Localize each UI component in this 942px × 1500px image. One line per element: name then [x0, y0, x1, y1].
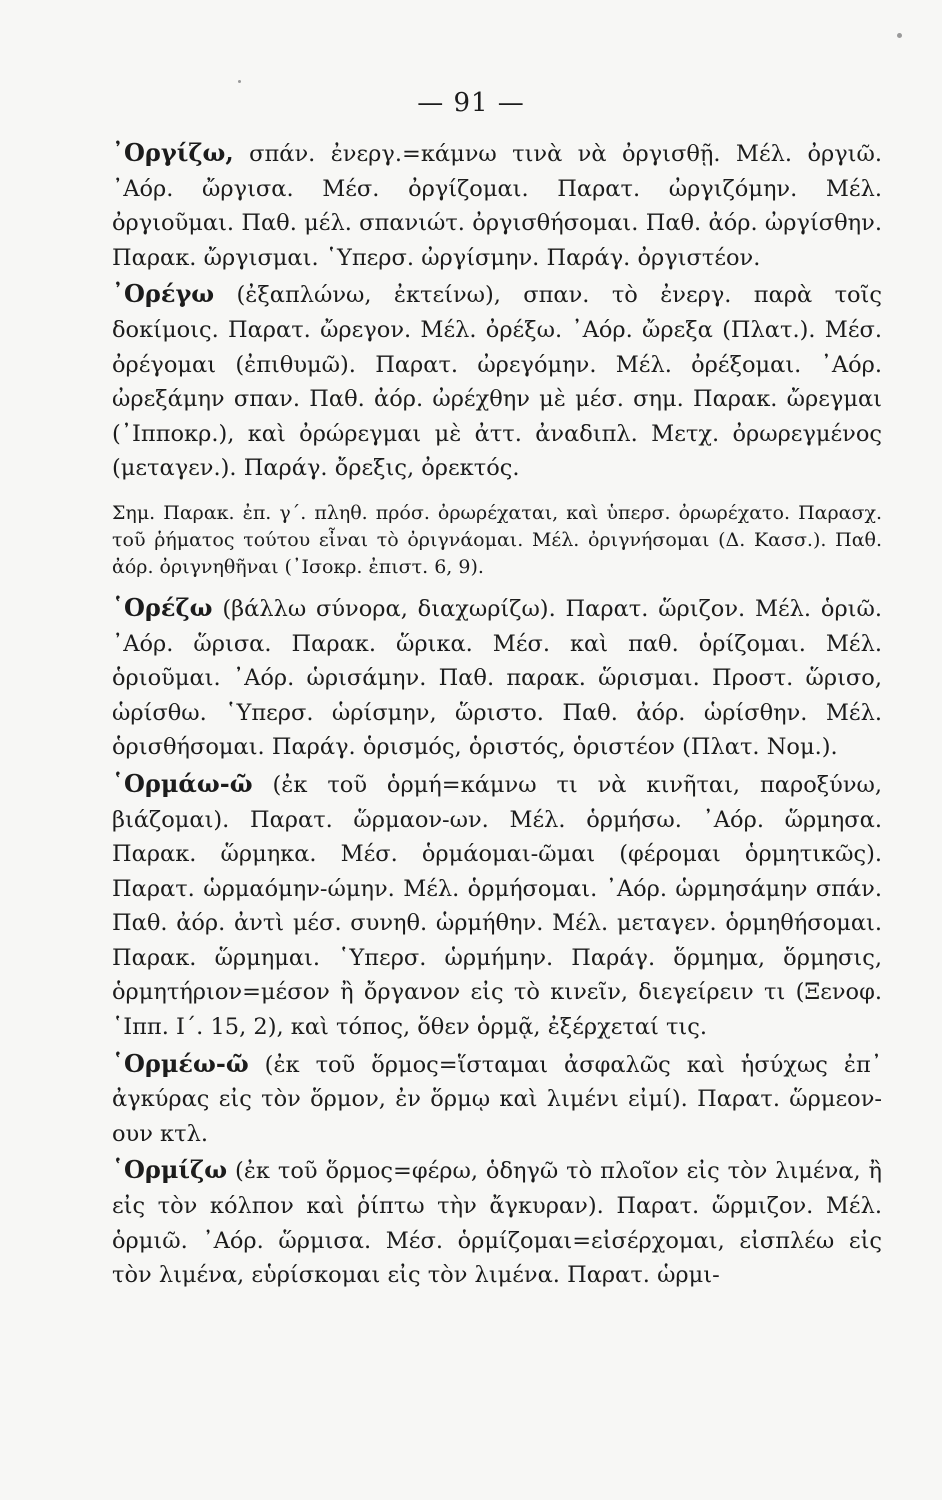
entry-text: (ἐκ τοῦ ὁρμή=κάμνω τι νὰ κινῆται, παροξύνω, βιάζομαι). Παρατ. ὥρμαον-ων. Μέλ. ὁρμήσω. ᾿Αόρ. ὥρμησα. Παρακ. ὥρμηκα. Μέσ. ὁρμάομαι-ῶμαι (φέρομαι ὁρμητικῶς). Παρατ. ὡρμαόμην-ώμην. Μέλ. ὁρμήσομαι. ᾿Αόρ. ὡρμησάμην σπάν. Παθ. ἀόρ. ἀντὶ μέσ. συνηθ. ὡρμήθην. Μέλ. μεταγεν. ὁρμηθήσομαι. Παρακ. ὥρμημαι. ῾Υπερσ. ὡρμήμην. Παράγ. ὅρμημα, ὅρμησις, ὁρμητήριον=μέσον ἢ ὄργανον εἰς τὸ κινεῖν, διεγείρειν τι (Ξενοφ. ῾Ιππ. Ι΄. 15, 2), καὶ τόπος, ὅθεν ὁρμᾷ, ἐξέρχεταί τις. — [112, 771, 882, 1041]
dictionary-text — [112, 136, 882, 1293]
headword: ᾿Ορέγω — [112, 279, 215, 309]
note-paragraph: Σημ. Παρακ. ἐπ. γ΄. πληθ. πρόσ. ὀρωρέχαται, καὶ ὑπερσ. ὀρωρέχατο. Παρασχ. τοῦ ῥήματος τούτου εἶναι τὸ ὀριγνάομαι. Μέλ. ὀριγνήσομαι (Δ. Κασσ.). Παθ. ἀόρ. ὀριγνηθῆναι (᾿Ισοκρ. ἐπιστ. 6, 9). — [112, 501, 882, 578]
entry-text: (ἐξαπλώνω, ἐκτείνω), σπαν. τὸ ἐνεργ. παρὰ τοῖς δοκίμοις. Παρατ. ὤρεγον. Μέλ. ὀρέξω. ᾿Αόρ. ὤρεξα (Πλατ.). Μέσ. ὀρέγομαι (ἐπιθυμῶ). Παρατ. ὠρεγόμην. Μέλ. ὀρέξομαι. ᾿Αόρ. ὠρεξάμην σπαν. Παθ. ἀόρ. ὠρέχθην μὲ μέσ. σημ. Παρακ. ὤρεγμαι (᾿Ιπποκρ.), καὶ ὀρώρεγμαι μὲ ἀττ. ἀναδιπλ. Μετχ. ὀρωρεγμένος (μεταγεν.). Παράγ. ὄρεξις, ὀρεκτός. — [112, 282, 882, 482]
entry-text: (βάλλω σύνορα, διαχωρίζω). Παρατ. ὥριζον. Μέλ. ὁριῶ. ᾿Αόρ. ὥρισα. Παρακ. ὥρικα. Μέσ. καὶ παθ. ὁρίζομαι. Μέλ. ὁριοῦμαι. ᾿Αόρ. ὡρισάμην. Παθ. παρακ. ὥρισμαι. Προστ. ὥρισο, ὡρίσθω. ῾Υπερσ. ὡρίσμην, ὥριστο. Παθ. ἀόρ. ὡρίσθην. Μέλ. ὁρισθήσομαι. Παράγ. ὁρισμός, ὁριστός, ὁριστέον (Πλατ. Νομ.). — [112, 595, 882, 761]
dictionary-entry — [112, 767, 882, 1045]
page-number: — 91 — — [417, 88, 525, 118]
headword: ῾Ορέζω — [112, 592, 213, 622]
dictionary-entry — [112, 277, 882, 486]
entry-text: (ἐκ τοῦ ὅρμος=φέρω, ὁδηγῶ τὸ πλοῖον εἰς τὸν λιμένα, ἢ εἰς τὸν κόλπον καὶ ῥίπτω τὴν ἄγκυραν). Παρατ. ὥρμιζον. Μέλ. ὁρμιῶ. ᾿Αόρ. ὥρμισα. Μέσ. ὁρμίζομαι=εἰσέρχομαι, εἰσπλέω εἰς τὸν λιμένα, εὑρίσκομαι εἰς τὸν λιμένα. Παρατ. ὡρμι- — [112, 1158, 882, 1289]
speck-mark — [238, 80, 241, 83]
headword: ῾Ορμάω-ῶ — [112, 768, 253, 798]
headword: ῾Ορμίζω — [112, 1155, 228, 1185]
entry-text: (ἐκ τοῦ ὅρμος=ἵσταμαι ἀσφαλῶς καὶ ἡσύχως ἐπ᾿ ἀγκύρας εἰς τὸν ὅρμον, ἐν ὅρμῳ καὶ λιμένι εἰμί). Παρατ. ὥρμεον-ουν κτλ. — [112, 1051, 882, 1147]
dictionary-entry — [112, 136, 882, 275]
dictionary-entry — [112, 591, 882, 765]
dictionary-entry — [112, 1153, 882, 1292]
dictionary-entry — [112, 1047, 882, 1152]
headword: ῾Ορμέω-ῶ — [112, 1048, 249, 1078]
entry-text: σπάν. ἐνεργ.=κάμνω τινὰ νὰ ὀργισθῇ. Μέλ. ὀργιῶ. ᾿Αόρ. ὤργισα. Μέσ. ὀργίζομαι. Παρατ. ὠργιζόμην. Μέλ. ὀργιοῦμαι. Παθ. μέλ. σπανιώτ. ὀργισθήσομαι. Παθ. ἀόρ. ὠργίσθην. Παρακ. ὤργισμαι. ῾Υπερσ. ὠργίσμην. Παράγ. ὀργιστέον. — [112, 141, 882, 271]
speck-mark — [897, 33, 902, 38]
headword: ᾿Οργίζω, — [112, 138, 234, 167]
